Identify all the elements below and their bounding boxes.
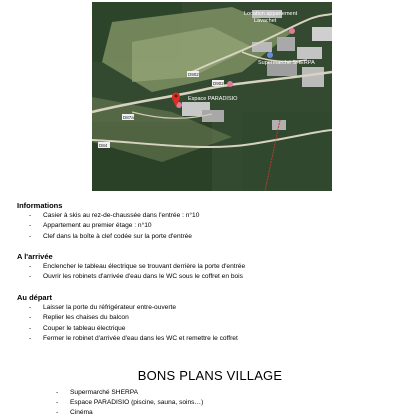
map-label-sherpa: Supermarché SHERPA [258, 60, 315, 66]
village-list [52, 388, 203, 417]
list-item: - Clef dans la boîte à clef codée sur la porte d'entrée [29, 232, 192, 240]
satellite-map [92, 2, 332, 191]
road-shield-1: D902 [188, 72, 199, 77]
list-item: - Cinéma [56, 408, 93, 416]
road-shield-3: D87a [123, 115, 134, 120]
informations-title: Informations [17, 201, 63, 210]
informations-section [17, 201, 199, 242]
map-label-top2: Lavachet [254, 18, 277, 24]
depart-title: Au départ [17, 293, 53, 302]
list-item: - Enclencher le tableau électrique se trouvant derrière la porte d'entrée [29, 263, 246, 270]
list-item: - Replier les chaises du balcon [29, 314, 129, 322]
map-label-top: Location appartement [244, 11, 298, 17]
list-item: - Appartement au premier étage : n°10 [29, 222, 152, 230]
road-shield-2: D902 [213, 81, 224, 86]
map-label-paradisio: Espace PARADISIO [188, 96, 238, 102]
arrivee-title: A l'arrivée [17, 252, 53, 261]
list-item: - Couper le tableau électrique [29, 324, 126, 332]
list-item: - Fermer le robinet d'arrivée d'eau dans les WC et remettre le coffret [29, 334, 238, 342]
list-item: - Casier à skis au rez-de-chaussée dans l'entrée : n°10 [29, 212, 200, 219]
list-item: - Ouvrir les robinets d'arrivée d'eau dans le WC sous le coffret en bois [29, 273, 243, 281]
map-drawing [92, 2, 332, 191]
depart-section [17, 293, 238, 344]
arrivee-section [17, 252, 245, 283]
road-shield-4: D84 [99, 143, 108, 148]
list-item: - Espace PARADISIO (piscine, sauna, soins…) [56, 398, 204, 406]
village-title: BONS PLANS VILLAGE [137, 368, 283, 383]
list-item: - Supermarché SHERPA [56, 389, 139, 396]
list-item: - Laisser la porte du réfrigérateur entre-ouverte [29, 304, 177, 311]
